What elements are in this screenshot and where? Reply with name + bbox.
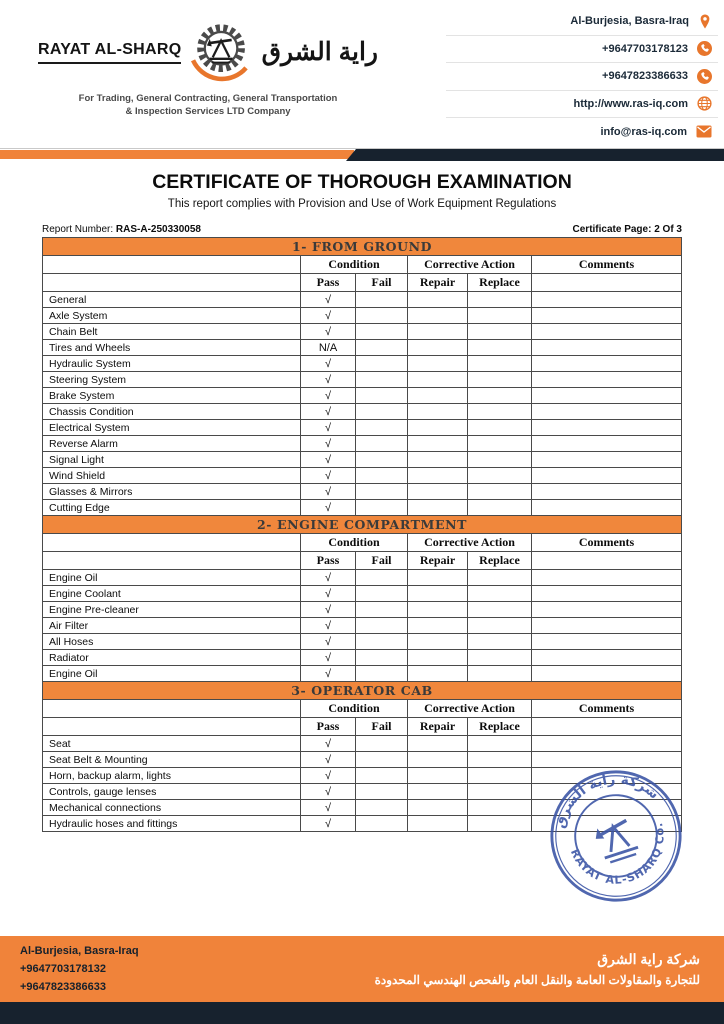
fail-cell <box>356 650 408 666</box>
repair-cell <box>408 340 468 356</box>
repair-cell <box>408 618 468 634</box>
replace-header: Replace <box>468 718 532 736</box>
comments-cell <box>532 324 682 340</box>
page-title: CERTIFICATE OF THOROUGH EXAMINATION <box>152 171 572 193</box>
corrective-action-header: Corrective Action <box>408 256 532 274</box>
pass-header: Pass <box>301 552 356 570</box>
table-row <box>43 650 682 666</box>
footer-phone-1: +9647703178132 <box>20 962 106 975</box>
contact-row <box>446 91 718 119</box>
table-row <box>43 666 682 682</box>
replace-cell <box>468 602 532 618</box>
fail-cell <box>356 570 408 586</box>
email-icon <box>696 125 712 138</box>
fail-cell <box>356 308 408 324</box>
repair-cell <box>408 816 468 832</box>
fail-cell <box>356 816 408 832</box>
repair-cell <box>408 570 468 586</box>
fail-cell <box>356 372 408 388</box>
fail-cell <box>356 292 408 308</box>
item-cell: Horn, backup alarm, lights <box>43 768 301 784</box>
fail-cell <box>356 324 408 340</box>
comments-cell <box>532 500 682 516</box>
comments-cell <box>532 388 682 404</box>
replace-cell <box>468 484 532 500</box>
repair-header: Repair <box>408 718 468 736</box>
repair-cell <box>408 356 468 372</box>
fail-cell <box>356 666 408 682</box>
replace-cell <box>468 292 532 308</box>
fail-cell <box>356 484 408 500</box>
replace-cell <box>468 356 532 372</box>
comments-cell <box>532 618 682 634</box>
certificate-page-label: Certificate Page: 2 Of 3 <box>572 224 682 235</box>
phone-icon <box>697 69 712 84</box>
item-cell: Reverse Alarm <box>43 436 301 452</box>
company-name-en: RAYAT AL-SHARQ <box>38 41 181 64</box>
replace-cell <box>468 736 532 752</box>
company-logo-block <box>38 8 378 119</box>
corrective-action-header: Corrective Action <box>408 534 532 552</box>
fail-cell <box>356 356 408 372</box>
item-cell: Seat Belt & Mounting <box>43 752 301 768</box>
item-cell: Mechanical connections <box>43 800 301 816</box>
replace-cell <box>468 436 532 452</box>
pass-cell: √ <box>301 586 356 602</box>
comments-header: Comments <box>532 256 682 274</box>
comments-cell <box>532 586 682 602</box>
contact-text: +9647823386633 <box>602 70 688 83</box>
footer-company-ar: شركة راية الشرق <box>597 951 700 968</box>
comments-blank <box>532 718 682 736</box>
pass-cell: √ <box>301 618 356 634</box>
item-cell: Engine Oil <box>43 666 301 682</box>
pass-cell: √ <box>301 452 356 468</box>
replace-cell <box>468 372 532 388</box>
item-cell: Hydraulic hoses and fittings <box>43 816 301 832</box>
fail-cell <box>356 420 408 436</box>
comments-cell <box>532 308 682 324</box>
pass-cell: √ <box>301 784 356 800</box>
table-row <box>43 340 682 356</box>
replace-cell <box>468 784 532 800</box>
fail-cell <box>356 634 408 650</box>
repair-cell <box>408 388 468 404</box>
pass-cell: √ <box>301 666 356 682</box>
pass-cell: √ <box>301 570 356 586</box>
pass-header: Pass <box>301 718 356 736</box>
item-cell: Cutting Edge <box>43 500 301 516</box>
replace-cell <box>468 500 532 516</box>
item-cell: Engine Oil <box>43 570 301 586</box>
pass-cell: √ <box>301 436 356 452</box>
fail-cell <box>356 736 408 752</box>
replace-cell <box>468 570 532 586</box>
contact-text: http://www.ras-iq.com <box>573 97 688 110</box>
table-row <box>43 816 682 832</box>
table-row <box>43 324 682 340</box>
fail-cell <box>356 436 408 452</box>
fail-header: Fail <box>356 274 408 292</box>
comments-cell <box>532 292 682 308</box>
repair-cell <box>408 666 468 682</box>
table-row <box>43 800 682 816</box>
repair-header: Repair <box>408 552 468 570</box>
contact-row <box>446 118 718 146</box>
item-cell: Radiator <box>43 650 301 666</box>
item-cell: Brake System <box>43 388 301 404</box>
repair-cell <box>408 586 468 602</box>
replace-cell <box>468 420 532 436</box>
fail-cell <box>356 752 408 768</box>
table-row <box>43 784 682 800</box>
footer-contact-block <box>20 942 139 996</box>
replace-cell <box>468 452 532 468</box>
item-cell: Steering System <box>43 372 301 388</box>
item-cell: Engine Pre-cleaner <box>43 602 301 618</box>
fail-cell <box>356 452 408 468</box>
fail-cell <box>356 800 408 816</box>
comments-cell <box>532 484 682 500</box>
repair-cell <box>408 768 468 784</box>
replace-cell <box>468 324 532 340</box>
fail-cell <box>356 602 408 618</box>
contact-row <box>446 63 718 91</box>
stamp-english-text: RAYAT AL-SHARQ Co. <box>567 820 667 887</box>
condition-header: Condition <box>301 256 408 274</box>
comments-header: Comments <box>532 534 682 552</box>
item-cell: Chain Belt <box>43 324 301 340</box>
item-cell: Wind Shield <box>43 468 301 484</box>
pass-cell: √ <box>301 816 356 832</box>
pass-cell: √ <box>301 388 356 404</box>
phone-icon <box>697 41 712 56</box>
pass-cell: √ <box>301 420 356 436</box>
pass-cell: √ <box>301 404 356 420</box>
comments-blank <box>532 274 682 292</box>
pass-cell: √ <box>301 768 356 784</box>
accent-stripe-navy <box>346 149 724 161</box>
item-column-blank <box>43 700 301 718</box>
comments-cell <box>532 666 682 682</box>
table-row <box>43 602 682 618</box>
contact-list <box>446 8 718 146</box>
table-row <box>43 452 682 468</box>
fail-cell <box>356 404 408 420</box>
report-line <box>42 224 682 235</box>
report-number <box>42 224 201 235</box>
replace-cell <box>468 586 532 602</box>
repair-cell <box>408 436 468 452</box>
repair-cell <box>408 292 468 308</box>
table-row <box>43 618 682 634</box>
fail-cell <box>356 468 408 484</box>
comments-cell <box>532 752 682 768</box>
item-cell: Tires and Wheels <box>43 340 301 356</box>
item-cell: All Hoses <box>43 634 301 650</box>
repair-cell <box>408 372 468 388</box>
repair-cell <box>408 452 468 468</box>
item-cell: Controls, gauge lenses <box>43 784 301 800</box>
table-row <box>43 356 682 372</box>
item-cell: Axle System <box>43 308 301 324</box>
pass-header: Pass <box>301 274 356 292</box>
fail-cell <box>356 768 408 784</box>
contact-row <box>446 36 718 64</box>
contact-text: info@ras-iq.com <box>600 125 687 138</box>
repair-cell <box>408 324 468 340</box>
gear-pumpjack-logo <box>187 14 255 90</box>
contact-text: Al-Burjesia, Basra-Iraq <box>570 15 689 28</box>
comments-cell <box>532 736 682 752</box>
table-row <box>43 586 682 602</box>
item-column-blank <box>43 256 301 274</box>
table-row <box>43 436 682 452</box>
table-row <box>43 500 682 516</box>
pass-cell: √ <box>301 292 356 308</box>
fail-cell <box>356 340 408 356</box>
replace-cell <box>468 634 532 650</box>
repair-cell <box>408 404 468 420</box>
globe-icon <box>697 96 712 111</box>
fail-cell <box>356 500 408 516</box>
company-tagline <box>38 92 378 119</box>
location-icon <box>698 14 712 29</box>
comments-cell <box>532 468 682 484</box>
fail-cell <box>356 388 408 404</box>
stamp-arabic-text: شركة راية الشرق <box>552 771 662 830</box>
item-column-blank <box>43 552 301 570</box>
pass-cell: √ <box>301 752 356 768</box>
table-row <box>43 768 682 784</box>
item-cell: General <box>43 292 301 308</box>
repair-cell <box>408 736 468 752</box>
replace-cell <box>468 308 532 324</box>
pass-cell: √ <box>301 324 356 340</box>
repair-cell <box>408 468 468 484</box>
replace-cell <box>468 340 532 356</box>
item-cell: Air Filter <box>43 618 301 634</box>
item-column-blank <box>43 274 301 292</box>
repair-header: Repair <box>408 274 468 292</box>
pass-cell: √ <box>301 800 356 816</box>
report-number-label: Report Number: <box>42 224 116 235</box>
comments-cell <box>532 340 682 356</box>
condition-header: Condition <box>301 534 408 552</box>
pass-cell: √ <box>301 500 356 516</box>
company-name-ar: راية الشرق <box>261 38 378 66</box>
report-number-value: RAS-A-250330058 <box>115 224 201 235</box>
repair-cell <box>408 634 468 650</box>
table-row <box>43 308 682 324</box>
replace-cell <box>468 650 532 666</box>
table-row <box>43 468 682 484</box>
table-row <box>43 420 682 436</box>
table-row <box>43 404 682 420</box>
repair-cell <box>408 784 468 800</box>
repair-cell <box>408 602 468 618</box>
replace-cell <box>468 752 532 768</box>
footer-arabic-block <box>375 948 700 990</box>
condition-header: Condition <box>301 700 408 718</box>
table-row <box>43 292 682 308</box>
comments-cell <box>532 784 682 800</box>
comments-cell <box>532 634 682 650</box>
comments-cell <box>532 436 682 452</box>
contact-text: +9647703178123 <box>602 42 688 55</box>
table-row <box>43 570 682 586</box>
replace-cell <box>468 666 532 682</box>
replace-cell <box>468 618 532 634</box>
section-title: 2- ENGINE COMPARTMENT <box>43 516 682 534</box>
contact-row <box>446 8 718 36</box>
replace-header: Replace <box>468 552 532 570</box>
replace-cell <box>468 388 532 404</box>
footer-address: Al-Burjesia, Basra-Iraq <box>20 944 139 957</box>
accent-stripe <box>0 149 724 161</box>
repair-cell <box>408 484 468 500</box>
repair-cell <box>408 650 468 666</box>
table-row <box>43 752 682 768</box>
page-header <box>0 0 724 148</box>
replace-cell <box>468 404 532 420</box>
repair-cell <box>408 420 468 436</box>
examination-table <box>42 237 682 832</box>
pass-cell: √ <box>301 736 356 752</box>
comments-blank <box>532 552 682 570</box>
table-row <box>43 372 682 388</box>
footer-phone-2: +9647823386633 <box>20 981 106 994</box>
section-title: 1- FROM GROUND <box>43 238 682 256</box>
pass-cell: √ <box>301 468 356 484</box>
tagline-line1: For Trading, General Contracting, General Transportation <box>78 93 338 104</box>
item-cell: Signal Light <box>43 452 301 468</box>
comments-cell <box>532 420 682 436</box>
item-cell: Engine Coolant <box>43 586 301 602</box>
comments-cell <box>532 768 682 784</box>
item-cell: Chassis Condition <box>43 404 301 420</box>
fail-header: Fail <box>356 552 408 570</box>
tagline-line2: & Inspection Services LTD Company <box>125 106 291 118</box>
comments-header: Comments <box>532 700 682 718</box>
item-cell: Glasses & Mirrors <box>43 484 301 500</box>
comments-cell <box>532 800 682 816</box>
repair-cell <box>408 800 468 816</box>
replace-cell <box>468 800 532 816</box>
comments-cell <box>532 570 682 586</box>
pass-cell: √ <box>301 356 356 372</box>
replace-header: Replace <box>468 274 532 292</box>
item-cell: Seat <box>43 736 301 752</box>
page-footer <box>0 936 724 1002</box>
pass-cell: N/A <box>301 340 356 356</box>
comments-cell <box>532 452 682 468</box>
comments-cell <box>532 816 682 832</box>
pass-cell: √ <box>301 602 356 618</box>
comments-cell <box>532 404 682 420</box>
fail-cell <box>356 586 408 602</box>
fail-cell <box>356 784 408 800</box>
item-cell: Hydraulic System <box>43 356 301 372</box>
comments-cell <box>532 650 682 666</box>
bottom-navy-bar <box>0 1002 724 1024</box>
pass-cell: √ <box>301 372 356 388</box>
comments-cell <box>532 356 682 372</box>
table-row <box>43 634 682 650</box>
corrective-action-header: Corrective Action <box>408 700 532 718</box>
section-title: 3- OPERATOR CAB <box>43 682 682 700</box>
comments-cell <box>532 372 682 388</box>
item-column-blank <box>43 534 301 552</box>
repair-cell <box>408 500 468 516</box>
table-row <box>43 388 682 404</box>
table-row <box>43 484 682 500</box>
repair-cell <box>408 308 468 324</box>
footer-description-ar: للتجارة والمقاولات العامة والنقل العام والفحص الهندسي المحدودة <box>374 972 700 987</box>
pass-cell: √ <box>301 650 356 666</box>
accent-stripe-orange <box>0 150 354 159</box>
item-cell: Electrical System <box>43 420 301 436</box>
item-column-blank <box>43 718 301 736</box>
pass-cell: √ <box>301 634 356 650</box>
pass-cell: √ <box>301 308 356 324</box>
replace-cell <box>468 816 532 832</box>
fail-header: Fail <box>356 718 408 736</box>
table-row <box>43 736 682 752</box>
repair-cell <box>408 752 468 768</box>
fail-cell <box>356 618 408 634</box>
replace-cell <box>468 468 532 484</box>
page-subtitle: This report complies with Provision and Use of Work Equipment Regulations <box>167 198 557 210</box>
replace-cell <box>468 768 532 784</box>
comments-cell <box>532 602 682 618</box>
pass-cell: √ <box>301 484 356 500</box>
